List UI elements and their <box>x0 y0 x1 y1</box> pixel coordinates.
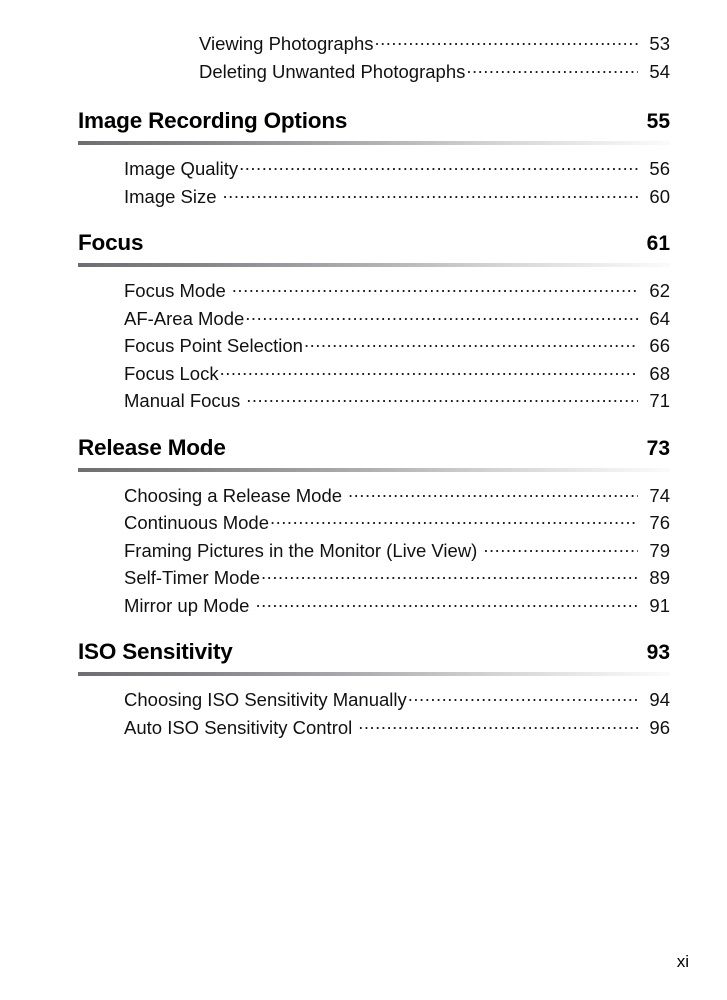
toc-entry[interactable] <box>124 360 670 388</box>
section-page-number: 93 <box>646 641 670 664</box>
toc-entry-page: 79 <box>649 539 670 561</box>
lead-in-entry-list <box>78 30 670 85</box>
dot-leader <box>270 511 638 530</box>
toc-entry-page: 60 <box>649 185 670 207</box>
dot-leader <box>232 279 638 298</box>
section-divider-rule <box>78 263 670 267</box>
toc-entry-page: 68 <box>649 362 670 384</box>
toc-entry[interactable] <box>124 714 670 742</box>
toc-entry-label: Focus Point Selection <box>124 335 303 356</box>
dot-leader <box>239 157 638 176</box>
section-divider-rule <box>78 468 670 472</box>
section-heading[interactable] <box>78 230 670 256</box>
toc-entry[interactable] <box>124 277 670 305</box>
dot-leader <box>304 334 638 353</box>
toc-entry-page: 62 <box>649 280 670 301</box>
toc-entry-page: 96 <box>649 716 670 738</box>
toc-entry[interactable] <box>199 58 670 86</box>
toc-entry-label: Auto ISO Sensitivity Control <box>124 716 353 738</box>
toc-entry-label: Focus Lock <box>124 362 219 384</box>
dot-leader <box>246 389 638 408</box>
toc-entry-label: AF-Area Mode <box>124 307 245 329</box>
dot-leader <box>483 538 638 557</box>
toc-entry[interactable] <box>124 509 670 537</box>
toc-entry[interactable] <box>124 537 670 565</box>
toc-entry-label: Mirror up Mode <box>124 594 250 616</box>
toc-entry-label: Focus Mode <box>124 280 226 301</box>
toc-entry[interactable] <box>124 305 670 333</box>
dot-leader <box>348 483 638 502</box>
dot-leader <box>223 184 638 203</box>
toc-entry[interactable] <box>124 482 670 510</box>
section-page-number: 73 <box>646 436 670 460</box>
toc-entry-label: Image Size <box>124 185 217 207</box>
toc-entry-page: 56 <box>649 158 670 179</box>
dot-leader <box>220 361 638 380</box>
toc-entry-label: Deleting Unwanted Photographs <box>199 60 466 82</box>
table-of-contents <box>78 30 670 741</box>
toc-entry-page: 94 <box>649 689 670 710</box>
toc-entry-page: 54 <box>649 60 670 82</box>
section-divider-rule <box>78 141 670 145</box>
toc-entry-label: Manual Focus <box>124 390 241 411</box>
toc-entry[interactable] <box>124 332 670 360</box>
page-folio: xi <box>676 952 689 971</box>
toc-entry-label: Self-Timer Mode <box>124 567 261 588</box>
dot-leader <box>375 32 638 51</box>
section-heading[interactable] <box>78 435 670 461</box>
toc-entry-page: 91 <box>649 594 670 616</box>
dot-leader <box>408 688 638 707</box>
toc-entry-label: Choosing a Release Mode <box>124 484 343 506</box>
section-title: Image Recording Options <box>78 108 348 133</box>
toc-entry-page: 76 <box>649 512 670 533</box>
toc-entry-label: Image Quality <box>124 158 239 179</box>
toc-entry-page: 53 <box>649 33 670 54</box>
toc-entry[interactable] <box>124 686 670 714</box>
toc-entry[interactable] <box>124 387 670 415</box>
toc-entry-page: 89 <box>649 567 670 588</box>
toc-entry[interactable] <box>124 155 670 183</box>
section-entry-list <box>78 685 670 741</box>
section-title: Focus <box>78 230 144 255</box>
toc-entry[interactable] <box>124 592 670 620</box>
toc-entry[interactable] <box>124 183 670 211</box>
toc-entry-page: 74 <box>649 484 670 506</box>
dot-leader <box>255 593 638 612</box>
toc-section-release-mode <box>78 435 670 620</box>
toc-entry-page: 71 <box>649 390 670 411</box>
toc-entry-page: 66 <box>649 335 670 356</box>
toc-entry-page: 64 <box>649 307 670 329</box>
section-divider-rule <box>78 672 670 676</box>
toc-section-image-recording-options <box>78 108 670 210</box>
section-heading[interactable] <box>78 639 670 665</box>
toc-entry-label: Choosing ISO Sensitivity Manually <box>124 689 407 710</box>
section-title: ISO Sensitivity <box>78 639 233 664</box>
toc-entry-label: Continuous Mode <box>124 512 270 533</box>
toc-entry[interactable] <box>124 564 670 592</box>
section-entry-list <box>78 276 670 415</box>
toc-entry-label: Framing Pictures in the Monitor (Live View) <box>124 539 478 561</box>
section-entry-list <box>78 154 670 210</box>
dot-leader <box>466 59 638 78</box>
dot-leader <box>261 566 638 585</box>
section-heading[interactable] <box>78 108 670 134</box>
toc-entry[interactable] <box>199 30 670 58</box>
toc-section-iso-sensitivity <box>78 639 670 741</box>
section-entry-list <box>78 481 670 620</box>
toc-section-focus <box>78 230 670 415</box>
section-page-number: 55 <box>646 110 670 133</box>
toc-entry-label: Viewing Photographs <box>199 33 374 54</box>
section-page-number: 61 <box>646 232 670 255</box>
dot-leader <box>358 715 638 734</box>
section-title: Release Mode <box>78 434 226 460</box>
dot-leader <box>245 306 638 325</box>
